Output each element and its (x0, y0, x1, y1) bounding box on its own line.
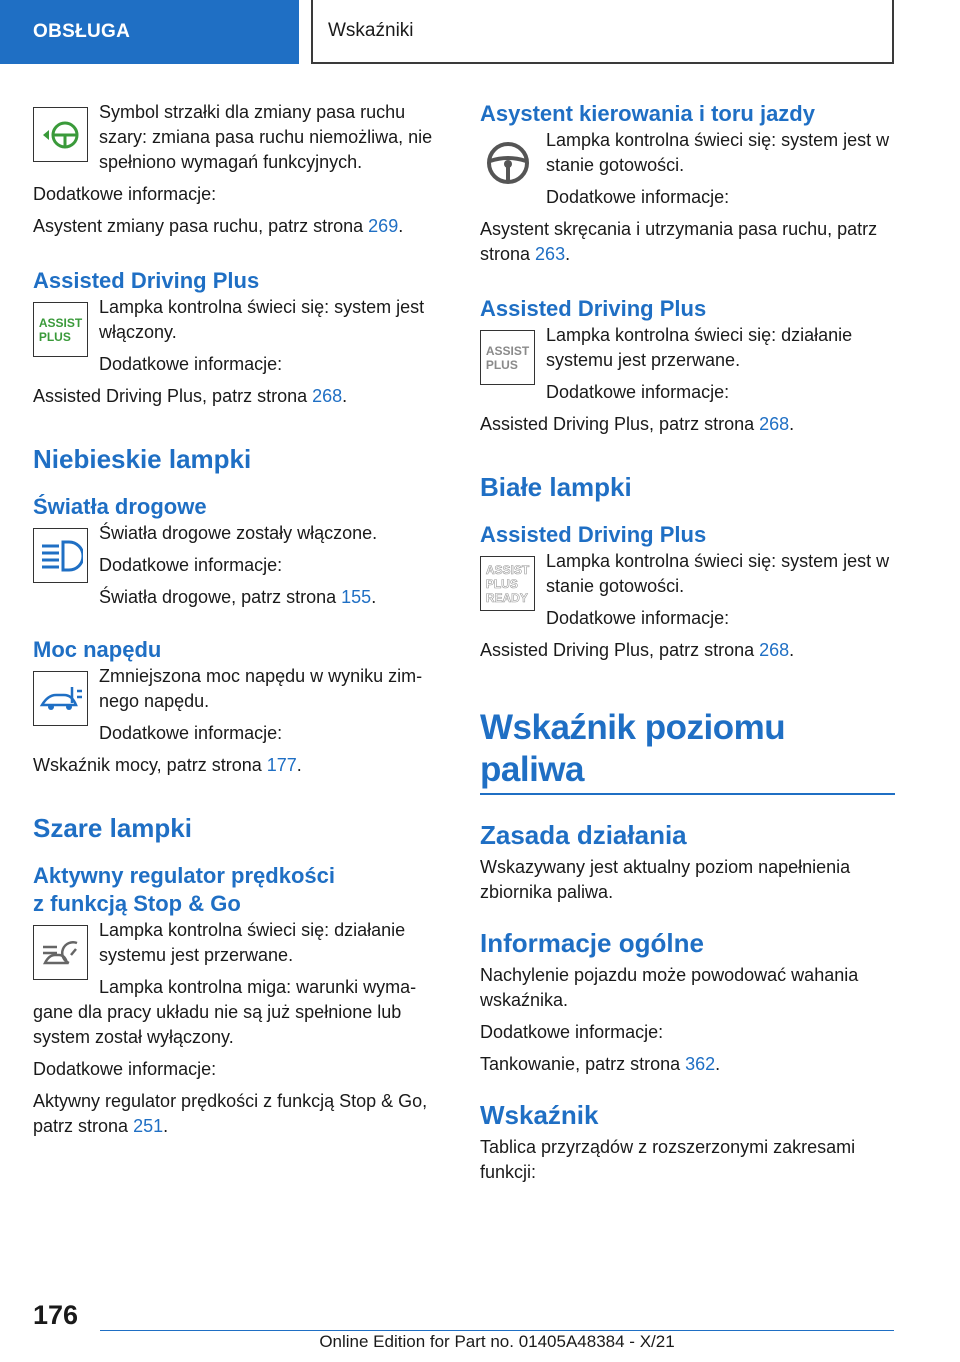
page-link-251[interactable]: 251 (133, 1116, 164, 1136)
lane-change-more: Dodatkowe informacje: (33, 184, 217, 204)
heading-blue-lamps: Niebieskie lampki (33, 444, 252, 474)
adp-ready-more: Dodatkowe informacje: (546, 608, 730, 628)
heading-general-info: Informacje ogólne (480, 928, 704, 958)
power-more: Dodatkowe informacje: (99, 723, 283, 743)
lane-change-ref: Asystent zmiany pasa ruchu, patrz strona 269. (33, 216, 404, 236)
reduced-power-car-icon (33, 671, 88, 726)
general-more: Dodatkowe informacje: (480, 1022, 664, 1042)
adp-ready-entry (480, 549, 895, 631)
page-link-263[interactable]: 263 (535, 244, 566, 264)
acc-ref: Aktywny regulator prędkości z funkcją Stop & Go, patrz strona 251. (33, 1091, 428, 1136)
heading-acc: Aktywny regulator prędkości z funkcją Stop & Go (33, 863, 335, 916)
power-text: Zmniejszona moc napędu w wyniku zim- nego napędu. (99, 666, 423, 711)
general-text: Nachylenie pojazdu może powodować wahania wskaźnika. (480, 965, 859, 1010)
acc-text-1: Lampka kontrolna świeci się: działanie systemu jest przerwane. (99, 920, 406, 965)
page-link-268[interactable]: 268 (312, 386, 343, 406)
footer-rule (100, 1330, 894, 1331)
heading-adp-ready: Assisted Driving Plus (480, 522, 707, 547)
high-beam-icon (33, 528, 88, 583)
page-link-269[interactable]: 269 (368, 216, 399, 236)
high-beam-entry (33, 521, 448, 610)
adp-ready-ref: Assisted Driving Plus, patrz strona 268. (480, 640, 795, 660)
heading-adp-left: Assisted Driving Plus (33, 268, 260, 293)
page-link-268-c[interactable]: 268 (759, 640, 790, 660)
assist-plus-ready-icon: ASSIST PLUS READY (480, 556, 535, 611)
section-tab (0, 0, 299, 64)
active-cruise-control-icon (33, 925, 88, 980)
page-link-155[interactable]: 155 (341, 587, 372, 607)
assist-plus-green-icon: ASSIST PLUS (33, 302, 88, 357)
adp-interrupted-entry (480, 323, 895, 405)
heading-indicator: Wskaźnik (480, 1100, 599, 1130)
page-link-268-b[interactable]: 268 (759, 414, 790, 434)
fuel-heading-block (480, 707, 895, 795)
acc-text-2: Lampka kontrolna miga: warunki wyma- gane dla pracy układu nie są już spełnione lub system został wyłączony. (33, 977, 417, 1047)
heading-grey-lamps: Szare lampki (33, 813, 192, 843)
high-beam-more: Dodatkowe informacje: (99, 555, 283, 575)
heading-fuel-gauge: Wskaźnik poziomu paliwa (480, 708, 786, 789)
steering-wheel-arrow-icon (33, 107, 88, 162)
heading-white-lamps: Białe lampki (480, 472, 632, 502)
steering-assist-ref: Asystent skręcania i utrzymania pasa ruchu, patrz strona 263. (480, 219, 878, 264)
high-beam-text: Światła drogowe zostały włączone. (99, 523, 378, 543)
adp-active-text: Lampka kontrolna świeci się: system jest włączony. (99, 297, 425, 342)
indicator-text: Tablica przyrządów z rozszerzonymi zakresami funkcji: (480, 1137, 856, 1182)
steering-assist-more: Dodatkowe informacje: (546, 187, 730, 207)
lane-change-text: Symbol strzałki dla zmiany pasa ruchu szary: zmiana pasa ruchu niemożliwa, nie spełniono wymagań funkcyjnych. (99, 102, 433, 172)
heading-high-beam: Światła drogowe (33, 494, 207, 519)
high-beam-ref: Światła drogowe, patrz strona 155. (99, 587, 377, 607)
acc-more: Dodatkowe informacje: (33, 1059, 217, 1079)
assist-plus-grey-icon: ASSIST PLUS (480, 330, 535, 385)
power-entry (33, 664, 448, 746)
adp-active-more: Dodatkowe informacje: (99, 354, 283, 374)
right-column (480, 100, 895, 1185)
adp-interrupted-more: Dodatkowe informacje: (546, 382, 730, 402)
power-ref: Wskaźnik mocy, patrz strona 177. (33, 755, 302, 775)
page-link-177[interactable]: 177 (266, 755, 297, 775)
chapter-title: Wskaźniki (328, 20, 414, 41)
adp-interrupted-ref: Assisted Driving Plus, patrz strona 268. (480, 414, 795, 434)
heading-steering-assist: Asystent kierowania i toru jazdy (480, 101, 815, 126)
chapter-box (311, 0, 894, 64)
lane-change-entry (33, 100, 448, 175)
footer-edition: Online Edition for Part no. 01405A48384 - X/21 (319, 1332, 675, 1351)
principle-text: Wskazywany jest aktualny poziom napełnienia zbiornika paliwa. (480, 857, 851, 902)
adp-active-entry (33, 295, 448, 377)
steering-assist-entry (480, 128, 895, 210)
heading-adp-right: Assisted Driving Plus (480, 296, 707, 321)
adp-interrupted-text: Lampka kontrolna świeci się: działanie systemu jest przerwane. (546, 325, 853, 370)
adp-ready-text: Lampka kontrolna świeci się: system jest w stanie gotowości. (546, 551, 890, 596)
heading-principle: Zasada działania (480, 820, 687, 850)
page-number: 176 (33, 1300, 79, 1330)
heading-power: Moc napędu (33, 637, 162, 662)
left-column (33, 100, 448, 1139)
acc-entry (33, 918, 448, 1050)
adp-active-ref: Assisted Driving Plus, patrz strona 268. (33, 386, 348, 406)
page-link-362[interactable]: 362 (685, 1054, 716, 1074)
general-ref: Tankowanie, patrz strona 362. (480, 1054, 721, 1074)
steering-assist-text: Lampka kontrolna świeci się: system jest w stanie gotowości. (546, 130, 890, 175)
steering-wheel-icon (480, 135, 535, 190)
section-title: OBSŁUGA (33, 21, 131, 42)
